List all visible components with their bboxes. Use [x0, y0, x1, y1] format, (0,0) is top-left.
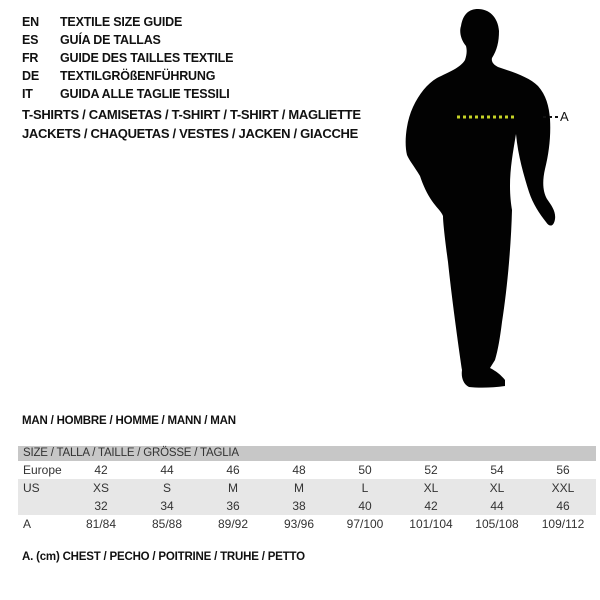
table-row-label: US: [23, 481, 40, 495]
language-title: GUIDE DES TAILLES TEXTILE: [60, 51, 234, 65]
measurement-caption: A. (cm) CHEST / PECHO / POITRINE / TRUHE / PETTO: [22, 551, 305, 563]
table-cell: 105/108: [475, 517, 519, 531]
language-code: ES: [22, 33, 39, 47]
table-cell: XS: [92, 481, 109, 495]
table-cell: 50: [358, 463, 372, 477]
table-cell: 109/112: [541, 517, 585, 531]
table-row-europe: [18, 461, 596, 479]
table-cell: XXL: [551, 481, 575, 495]
table-cell: 32: [94, 499, 108, 513]
table-cell: 93/96: [283, 517, 315, 531]
table-cell: 44: [160, 463, 174, 477]
language-title: TEXTILE SIZE GUIDE: [60, 15, 183, 29]
table-row-us: [18, 479, 596, 497]
table-row-label: Europe: [23, 463, 62, 477]
table-cell: 56: [556, 463, 570, 477]
table-cell: 48: [292, 463, 306, 477]
table-cell: 81/84: [85, 517, 117, 531]
section-title-man: MAN / HOMBRE / HOMME / MANN / MAN: [22, 415, 236, 427]
language-code: DE: [22, 69, 39, 83]
table-cell: XL: [489, 481, 505, 495]
language-title: GUIDA ALLE TAGLIE TESSILI: [60, 87, 230, 101]
language-code: IT: [22, 87, 33, 101]
man-silhouette: [406, 9, 556, 388]
language-title: TEXTILGRÖßENFÜHRUNG: [60, 69, 216, 83]
table-row-a-chest: [18, 515, 596, 533]
table-cell: 42: [94, 463, 108, 477]
table-cell: 38: [292, 499, 306, 513]
table-cell: 46: [226, 463, 240, 477]
table-cell: 34: [160, 499, 174, 513]
category-line-tshirts: T-SHIRTS / CAMISETAS / T-SHIRT / T-SHIRT / MAGLIETTE: [22, 107, 361, 122]
size-table: [18, 446, 596, 533]
table-cell: S: [162, 481, 171, 495]
table-cell: 40: [358, 499, 372, 513]
table-cell: 101/104: [409, 517, 453, 531]
table-cell: L: [361, 481, 369, 495]
table-cell: 36: [226, 499, 240, 513]
language-title: GUÍA DE TALLAS: [60, 33, 161, 47]
table-cell: 85/88: [151, 517, 183, 531]
table-row-label: A: [23, 517, 32, 531]
language-code: FR: [22, 51, 39, 65]
category-line-jackets: JACKETS / CHAQUETAS / VESTES / JACKEN / GIACCHE: [22, 126, 358, 141]
table-cell: 97/100: [346, 517, 384, 531]
table-cell: 89/92: [217, 517, 249, 531]
table-cell: 46: [556, 499, 570, 513]
table-cell: M: [294, 481, 304, 495]
table-row-us-numeric: [18, 497, 596, 515]
table-cell: 42: [424, 499, 438, 513]
measure-label-a: A: [560, 109, 569, 124]
language-code: EN: [22, 15, 39, 29]
table-cell: XL: [423, 481, 439, 495]
table-cell: 44: [490, 499, 504, 513]
table-cell: M: [228, 481, 238, 495]
size-table-header: SIZE / TALLA / TAILLE / GRÖSSE / TAGLIA: [18, 446, 596, 461]
table-cell: 54: [490, 463, 504, 477]
table-cell: 52: [424, 463, 438, 477]
